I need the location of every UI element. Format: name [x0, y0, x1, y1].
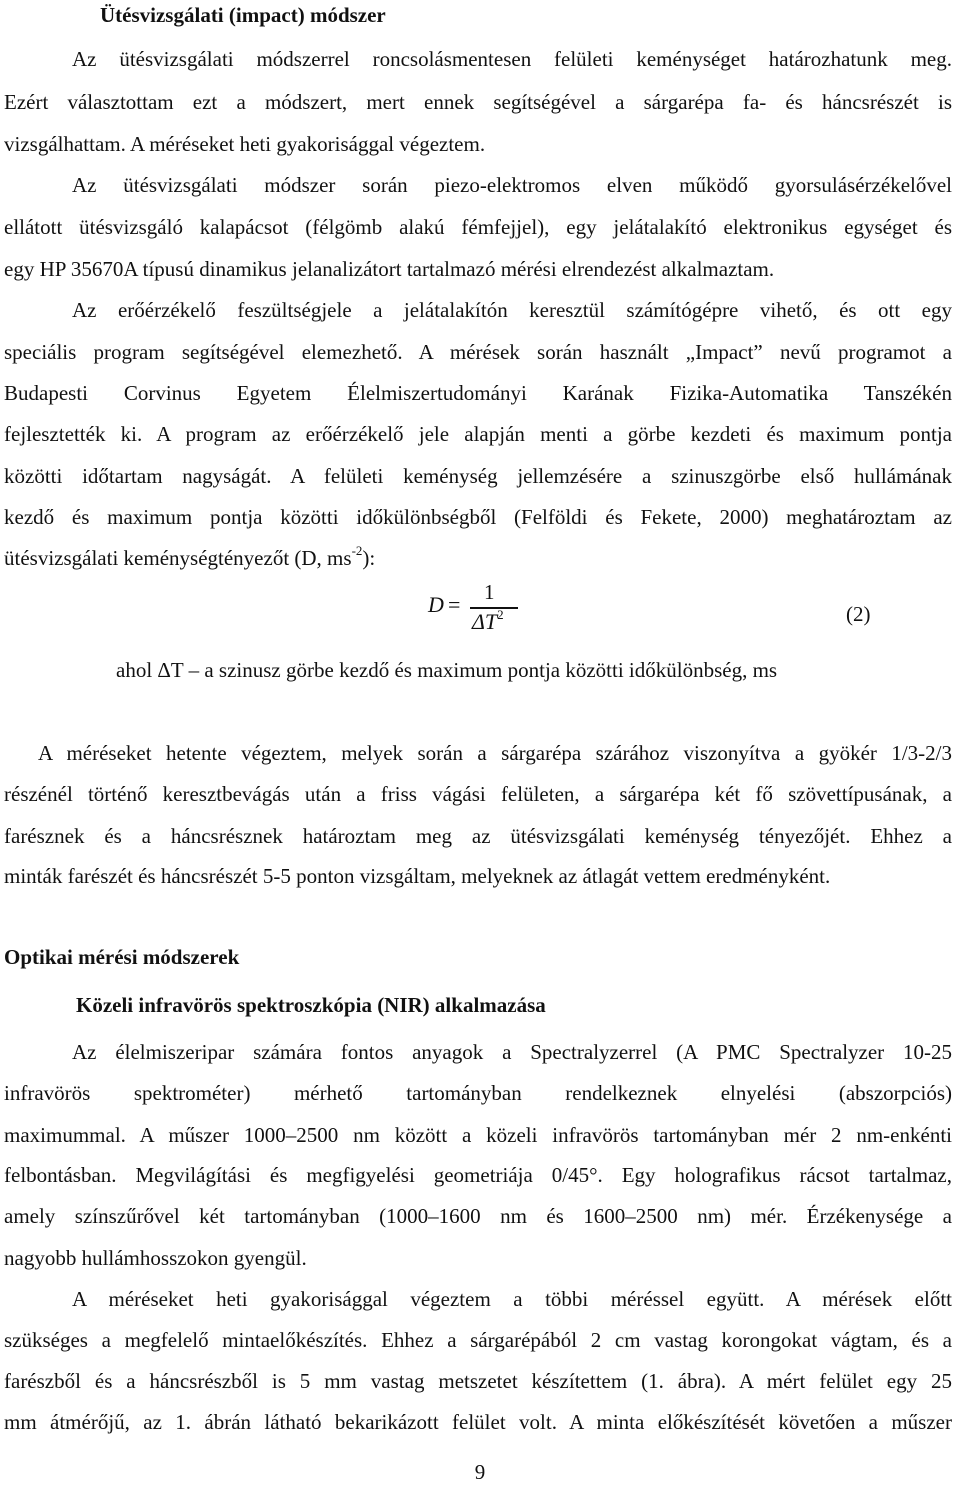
equation-number: (2) — [846, 602, 871, 626]
paragraph-line: vizsgálhattam. A méréseket heti gyakorisággal végeztem. — [4, 132, 486, 156]
formula-denominator — [472, 606, 504, 635]
paragraph-text: ütésvizsgálati keménységtényezőt (D, ms — [4, 546, 352, 570]
formula-numerator: 1 — [484, 580, 495, 604]
formula-exponent: 2 — [497, 606, 504, 622]
paragraph-line: Az élelmiszeripar számára fontos anyagok a Spectralyzerrel (A PMC Spectralyzer 10-25 — [72, 1040, 952, 1064]
paragraph-line: kezdő és maximum pontja közötti időkülönbségből (Felföldi és Fekete, 2000) meghatároztam az — [4, 505, 952, 529]
paragraph-line: ellátott ütésvizsgáló kalapácsot (félgömb alakú fémfejjel), egy jelátalakító elektronikus egységet és — [4, 215, 952, 239]
formula-lhs: D — [428, 592, 444, 617]
paragraph-line: maximummal. A műszer 1000–2500 nm között a közeli infravörös tartományban mér 2 nm-enkénti — [4, 1123, 952, 1147]
paragraph-line: nagyobb hullámhosszokon gyengül. — [4, 1246, 307, 1270]
section-title-impact: Ütésvizsgálati (impact) módszer — [100, 3, 386, 27]
paragraph-line: Budapesti Corvinus Egyetem Élelmiszertudományi Karának Fizika-Automatika Tanszékén — [4, 381, 952, 405]
page-number: 9 — [474, 1460, 486, 1484]
unit-exponent: -2 — [351, 543, 363, 558]
paragraph-line: A méréseket heti gyakorisággal végeztem a többi méréssel együtt. A mérések előtt — [72, 1287, 952, 1311]
paragraph-line: farésznek és a háncsrésznek határoztam meg az ütésvizsgálati keménység tényezőjét. Ehhez a — [4, 824, 952, 848]
paragraph-line: farészből és a háncsrészből is 5 mm vastag metszetet készítettem (1. ábra). A mért felület egy 25 — [4, 1369, 952, 1393]
paragraph-line: A méréseket hetente végeztem, melyek során a sárgarépa szárához viszonyítva a gyökér 1/3-2/3 — [38, 741, 952, 765]
paragraph-line: közötti időtartam nagyságát. A felületi keménység jellemzésére a szinuszgörbe első hullámának — [4, 464, 952, 488]
paragraph-line: minták farészét és háncsrészét 5-5 ponton vizsgáltam, melyeknek az átlagát vettem eredményként. — [4, 864, 831, 888]
paragraph-line: speciális program segítségével elemezhető. A mérések során használt „Impact” nevű programot a — [4, 340, 952, 364]
paragraph-line: Ezért választottam ezt a módszert, mert ennek segítségével a sárgarépa fa- és háncsrészét is — [4, 90, 952, 114]
paragraph-line: részénél történő keresztbevágás után a friss vágási felületen, a sárgarépa két fő szövettípusának, a — [4, 782, 952, 806]
paragraph-line: amely színszűrővel két tartományban (1000–1600 nm és 1600–2500 nm) mér. Érzékenysége a — [4, 1204, 952, 1228]
paragraph-line: Az ütésvizsgálati módszerrel roncsolásmentesen felületi keménységet határozhatunk meg. — [72, 47, 952, 71]
paragraph-line: szükséges a megfelelő mintaelőkészítés. Ehhez a sárgarépából 2 cm vastag korongokat vágtam, és a — [4, 1328, 952, 1352]
subsection-title-nir: Közeli infravörös spektroszkópia (NIR) alkalmazása — [76, 993, 546, 1017]
paragraph-line: fejlesztették ki. A program az erőérzékelő jele alapján menti a görbe kezdeti és maximum pontja — [4, 422, 952, 446]
paragraph-text: ): — [362, 546, 376, 570]
formula-d — [428, 578, 948, 638]
paragraph-line: infravörös spektrométer) mérhető tartományban rendelkeznek elnyelési (abszorpciós) — [4, 1081, 952, 1105]
paragraph-line: Az ütésvizsgálati módszer során piezo-elektromos elven működő gyorsulásérzékelővel — [72, 173, 952, 197]
formula-delta-t: ΔT — [472, 609, 498, 634]
paragraph-line — [4, 545, 375, 571]
formula-equals: = — [448, 592, 461, 617]
paragraph-line: egy HP 35670A típusú dinamikus jelanalizátort tartalmazó mérési elrendezést alkalmaztam. — [4, 257, 775, 281]
paragraph-line: Az erőérzékelő feszültségjele a jelátalakítón keresztül számítógépre vihető, és ott egy — [72, 298, 952, 322]
paragraph-line: felbontásban. Megvilágítási és megfigyelési geometriája 0/45°. Egy holografikus rácsot tartalmaz, — [4, 1163, 952, 1187]
paragraph-line: mm átmérőjű, az 1. ábrán látható bekarikázott felület volt. A minta előkészítését követően a műszer — [4, 1410, 952, 1434]
section-title-optical: Optikai mérési módszerek — [4, 945, 240, 969]
formula-where: ahol ΔT – a szinusz görbe kezdő és maximum pontja közötti időkülönbség, ms — [116, 658, 778, 682]
